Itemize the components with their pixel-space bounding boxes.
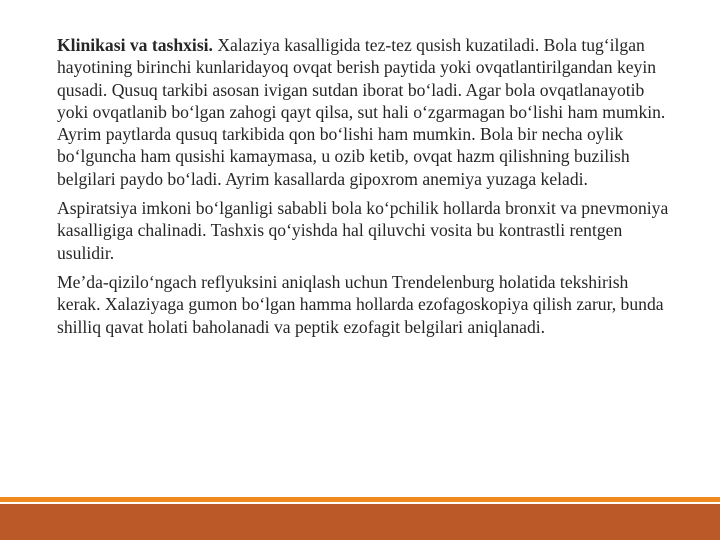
- paragraph-aspiration: Aspiratsiya imkoni bo‘lganligi sababli bola ko‘pchilik hollarda bronxit va pnevmoniya kasalligiga chalinadi. Tashxis qo‘yishda hal qiluvchi vosita bu kontrastli rentgen usulidir.: [57, 198, 669, 263]
- slide-body: [57, 34, 675, 345]
- footer-bar: [0, 504, 720, 540]
- paragraph-clinical-diagnosis: [57, 34, 675, 190]
- footer-accent-line: [0, 497, 720, 502]
- paragraph-heading: Klinikasi va tashxisi.: [57, 35, 213, 55]
- paragraph-text: Xalaziya kasalligida tez-tez qusish kuzatiladi. Bola tug‘ilgan hayotining birinchi kunlaridayoq ovqat berish paytida yoki ovqatlantirilgandan keyin qusadi. Qusuq tarkibi asosan ivigan sutdan iborat bo‘ladi. Agar bola ovqatlanayotib yoki ovqatlanib bo‘lgan zahogi qayt qilsa, sut hali o‘zgarmagan bo‘lishi ham mumkin. Ayrim paytlarda qusuq tarkibida qon bo‘lishi ham mumkin. Bola bir necha oylik bo‘lguncha ham qusishi kamaymasa, u ozib ketib, ovqat hazm qilishning buzilish belgilari paydo bo‘ladi. Ayrim kasallarda gipoxrom anemiya yuzaga keladi.: [57, 35, 666, 189]
- paragraph-reflux-examination: Me’da-qizilo‘ngach reflyuksini aniqlash uchun Trendelenburg holatida tekshirish kerak. Xalaziyaga gumon bo‘lgan hamma hollarda ezofagoskopiya qilish zarur, bunda shilliq qavat holati baholanadi va peptik ezofagit belgilari aniqlanadi.: [57, 271, 664, 337]
